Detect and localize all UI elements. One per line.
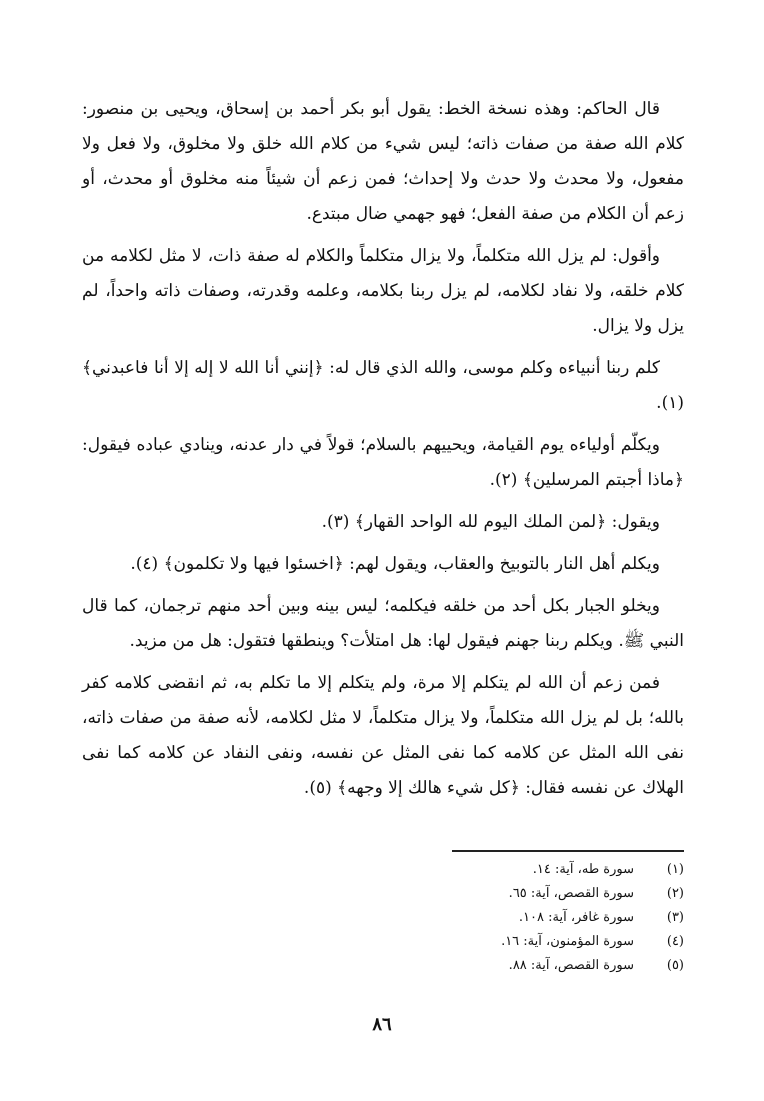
footnote-item [440, 858, 684, 882]
page-number: ٨٦ [372, 1014, 392, 1035]
footnote-number: (٤) [666, 934, 684, 949]
footnote-number: (٢) [666, 886, 684, 901]
paragraph-1: قال الحاكم: وهذه نسخة الخط: يقول أبو بكر أحمد بن إسحاق، ويحيى بن منصور: كلام الله صفة من صفات ذاته؛ ليس شيء من كلام الله خلق ولا مخلوق، ولا فعل ولا مفعول، ولا محدث ولا حدث ولا إحداث؛ فمن زعم أن شيئاً منه مخلوق أو محدث، أو زعم أن الكلام من صفة الفعل؛ فهو جهمي ضال مبتدع. [82, 99, 684, 224]
footnote-number: (٣) [666, 910, 684, 925]
main-text [82, 92, 684, 813]
footnotes [440, 858, 684, 978]
footnote-number: (٥) [666, 958, 684, 973]
footnote-text: سورة غافر، آية: ١٠٨. [518, 910, 634, 925]
footnote-text: سورة طه، آية: ١٤. [532, 862, 634, 877]
footnote-item [440, 882, 684, 906]
footnote-item [440, 954, 684, 978]
paragraph-4: ويكلّم أولياءه يوم القيامة، ويحييهم بالسلام؛ قولاً في دار عدنه، وينادي عباده فيقول: ﴿ماذا أجبتم المرسلين﴾ (٢). [82, 435, 684, 490]
footnote-text: سورة المؤمنون، آية: ١٦. [501, 934, 634, 949]
footnote-item [440, 906, 684, 930]
footnote-text: سورة القصص، آية: ٨٨. [508, 958, 634, 973]
footnote-divider [452, 850, 684, 852]
paragraph-3: كلم ربنا أنبياءه وكلم موسى، والله الذي قال له: ﴿إنني أنا الله لا إله إلا أنا فاعبدني﴾ (١). [82, 358, 684, 413]
paragraph-7: ويخلو الجبار بكل أحد من خلقه فيكلمه؛ ليس بينه وبين أحد منهم ترجمان، كما قال النبي ﷺ. ويكلم ربنا جهنم فيقول لها: هل امتلأت؟ وينطقها فتقول: هل من مزيد. [82, 596, 684, 651]
footnote-number: (١) [666, 862, 684, 877]
paragraph-5: ويقول: ﴿لمن الملك اليوم لله الواحد القهار﴾ (٣). [321, 512, 660, 532]
footnote-item [440, 930, 684, 954]
paragraph-2: وأقول: لم يزل الله متكلماً، ولا يزال متكلماً والكلام له صفة ذات، لا مثل لكلامه من كلام خلقه، ولا نفاد لكلامه، لم يزل ربنا بكلامه، وعلمه وقدرته، وصفات ذاته واحداً، لم يزل ولا يزال. [82, 246, 684, 336]
paragraph-6: ويكلم أهل النار بالتوبيخ والعقاب، ويقول لهم: ﴿اخسئوا فيها ولا تكلمون﴾ (٤). [130, 554, 660, 574]
footnote-text: سورة القصص، آية: ٦٥. [508, 886, 634, 901]
paragraph-8: فمن زعم أن الله لم يتكلم إلا مرة، ولم يتكلم إلا ما تكلم به، ثم انقضى كلامه كفر بالله؛ بل لم يزل الله متكلماً، ولا يزال متكلماً، لا مثل لكلامه، لأنه صفة من صفات ذاته، نفى الله المثل عن كلامه كما نفى المثل عن نفسه، ونفى النفاد عن كلامه كما نفى الهلاك عن نفسه فقال: ﴿كل شيء هالك إلا وجهه﴾ (٥). [82, 673, 684, 798]
